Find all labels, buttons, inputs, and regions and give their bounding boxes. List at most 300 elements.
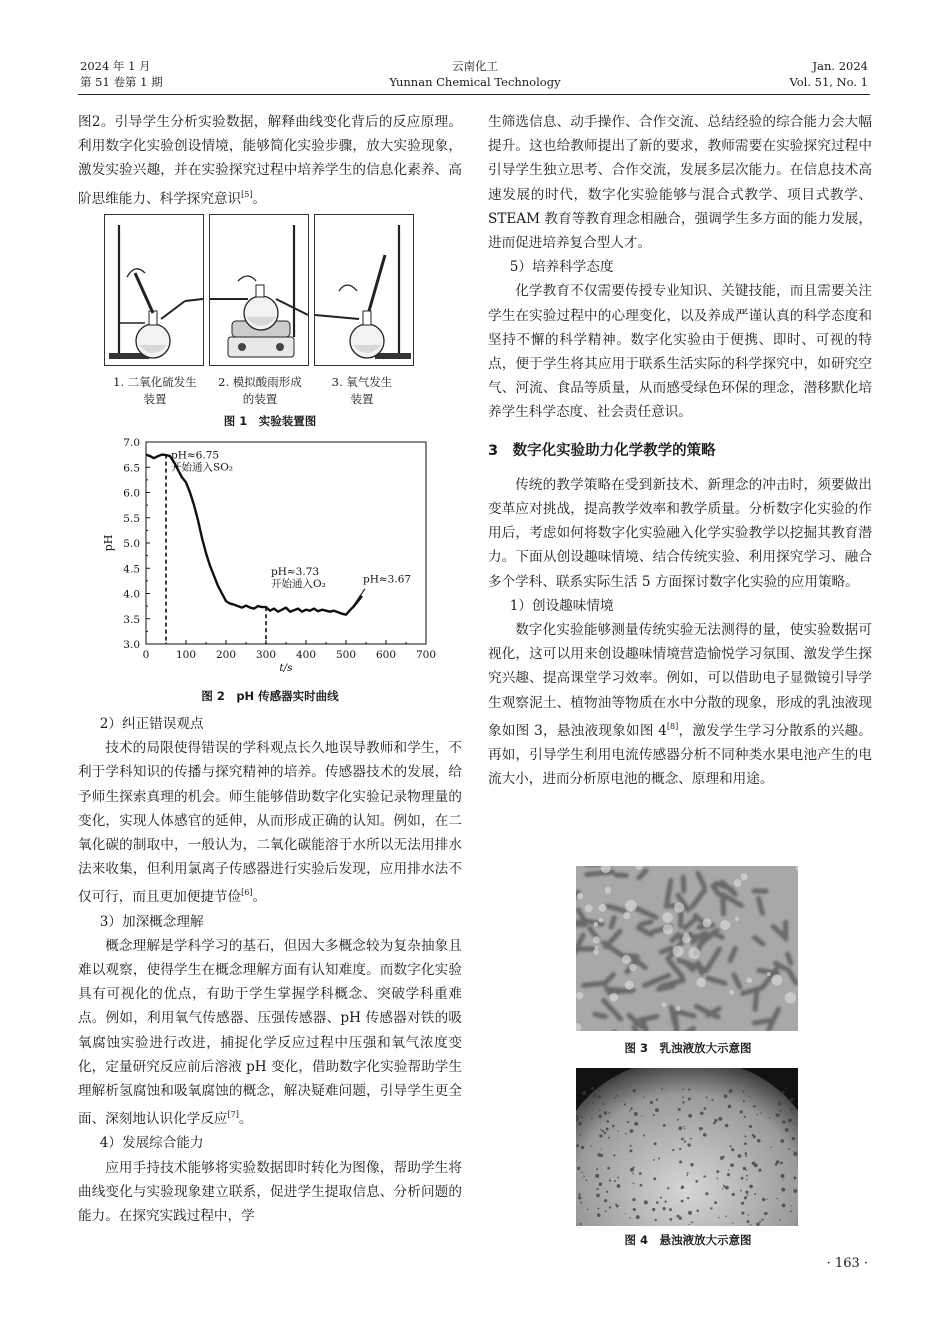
emulsion-highlight xyxy=(605,887,612,894)
figure-4-micrograph xyxy=(576,1068,798,1226)
ph-sensor-chart xyxy=(100,432,440,682)
s3-end: 。 xyxy=(238,1111,253,1128)
emulsion-highlight xyxy=(785,992,796,1003)
suspension-particle xyxy=(738,1154,742,1158)
suspension-particle xyxy=(766,1199,767,1200)
t1-text-b: ，激发学生学习分散系的兴趣。再如，引导学生利用电流传感器分析不同种类水果电池产生的电流大小，进而分析原电池的概念、原理和用途。 xyxy=(488,722,872,788)
suspension-particle xyxy=(653,1159,655,1161)
suspension-particle xyxy=(716,1170,719,1173)
suspension-particle xyxy=(599,1109,601,1111)
suspension-particle xyxy=(601,1130,603,1132)
suspension-particle xyxy=(596,1168,598,1170)
figure-4-caption: 图 4 悬浊液放大示意图 xyxy=(624,1233,752,1247)
suspension-particle xyxy=(687,1172,689,1174)
suspension-particle xyxy=(747,1194,749,1196)
x-tick-label: 600 xyxy=(375,649,397,661)
header-volume: 第 51 卷第 1 期 xyxy=(80,75,163,89)
y-tick-label: 6.5 xyxy=(123,462,140,475)
suspension-particle xyxy=(581,1171,583,1173)
suspension-particle xyxy=(785,1128,789,1132)
suspension-particle xyxy=(682,1101,685,1104)
suspension-particle xyxy=(601,1148,602,1149)
suspension-particle xyxy=(686,1174,688,1176)
suspension-particle xyxy=(779,1100,781,1102)
suspension-particle xyxy=(744,1196,747,1199)
suspension-particle xyxy=(654,1142,657,1145)
suspension-particle xyxy=(754,1105,756,1107)
suspension-particle xyxy=(629,1149,632,1152)
suspension-particle xyxy=(604,1199,607,1202)
acid-rain-illustration xyxy=(210,215,308,365)
emulsion-highlight xyxy=(629,964,636,971)
y-tick-label: 4.0 xyxy=(123,588,140,601)
suspension-particle xyxy=(684,1140,686,1142)
suspension-particle xyxy=(778,1103,781,1106)
suspension-particle xyxy=(641,1116,642,1117)
suspension-particle xyxy=(655,1219,657,1221)
s3-paragraph xyxy=(78,934,462,1132)
x-tick-label: 700 xyxy=(415,649,437,661)
emulsion-highlight xyxy=(734,879,742,887)
header-rule xyxy=(78,94,870,95)
emulsion-highlight xyxy=(729,990,734,995)
annotation-label: pH≈3.67 xyxy=(363,573,412,586)
suspension-particle xyxy=(586,1179,588,1181)
s3-title: 3）加深概念理解 xyxy=(99,913,204,930)
s2-text: 技术的局限使得错误的学科观点长久地误导教师和学生，不利于学科知识的传播与探究精神的培养。传感器技术的发展，给予师生探索真理的机会。师生能够借助数字化实验记录物理量的变化，实现人体感官的延伸，从而形成正确的认知。例如，在二氧化碳的制取中，一般认为，二氧化碳能溶于水所以无法用排水法来收集，但利用氯离子传感器进行实验后发现，应用排水法不仅可行，而且更加便捷节俭 xyxy=(78,740,462,906)
figure-1 xyxy=(104,214,444,374)
apparatus-2-label xyxy=(205,374,315,408)
s2-end: 。 xyxy=(252,889,267,906)
emulsion-highlight xyxy=(599,904,607,912)
suspension-particle xyxy=(764,1212,767,1215)
suspension-particle xyxy=(749,1185,753,1189)
suspension-particle xyxy=(757,1139,760,1142)
suspension-particle xyxy=(780,1139,784,1143)
suspension-particle xyxy=(758,1169,761,1172)
suspension-particle xyxy=(639,1172,642,1175)
suspension-particle xyxy=(788,1119,792,1123)
suspension-particle xyxy=(749,1125,752,1128)
suspension-particle xyxy=(740,1190,742,1192)
emulsion-texture xyxy=(576,866,798,1031)
suspension-particle xyxy=(746,1175,748,1177)
s4-paragraph: 应用手持技术能够将实验数据即时转化为图像，帮助学生将曲线变化与实验现象建立联系，促进学生提取信息、分析问题的能力。在探究实践过程中，学 xyxy=(78,1159,462,1225)
suspension-particle xyxy=(780,1162,783,1165)
suspension-particle xyxy=(725,1186,729,1190)
suspension-particle xyxy=(630,1145,632,1147)
suspension-particle xyxy=(633,1166,635,1168)
header-left xyxy=(80,58,163,90)
suspension-particle xyxy=(732,1222,733,1223)
suspension-particle xyxy=(593,1094,597,1098)
suspension-particle xyxy=(597,1188,599,1190)
suspension-particle xyxy=(600,1129,601,1130)
suspension-particle xyxy=(793,1176,796,1179)
emulsion-highlight xyxy=(594,946,598,950)
suspension-particle xyxy=(604,1132,607,1135)
figure-3-micrograph xyxy=(576,866,798,1031)
ref-6[interactable]: [6] xyxy=(241,888,253,898)
intro-text: 图2。引导学生分析实验数据，解释曲线变化背后的反应原理。利用数字化实验创设情境，能够简化实验步骤，放大实验现象，激发实验兴趣，并在实验探究过程中培养学生的信息化素养、高阶思维能力、科学探究意识 xyxy=(78,114,462,207)
right-column xyxy=(488,110,872,791)
suspension-particle xyxy=(592,1102,594,1104)
suspension-particle xyxy=(744,1142,747,1145)
suspension-particle xyxy=(581,1146,584,1149)
apparatus-2-box xyxy=(209,214,309,366)
t1-text-a: 数字化实验能够测量传统实验无法测得的量，使实验数据可视化，这可以用来创设趣味情境营造愉悦学习氛围、激发学生探究兴趣、提高课堂学习效率。例如，可以借助电子显微镜引导学生观察泥土、植物油等物质在水中分散的现象，形成的乳浊液现象如图 3，悬浊液现象如图 4 xyxy=(488,622,872,739)
suspension-particle xyxy=(607,1167,610,1170)
header-center xyxy=(375,58,575,90)
suspension-particle xyxy=(718,1117,722,1121)
apparatus-3-box xyxy=(314,214,414,366)
suspension-particle xyxy=(682,1088,684,1090)
suspension-particle xyxy=(603,1103,605,1105)
apparatus-1-box xyxy=(104,214,204,366)
x-axis-label: t/s xyxy=(279,662,293,674)
suspension-particle xyxy=(583,1175,585,1177)
suspension-particle xyxy=(681,1185,684,1188)
section-3-heading: 3 数字化实验助力化学教学的策略 xyxy=(488,442,716,459)
suspension-particle xyxy=(720,1156,724,1160)
suspension-particle xyxy=(609,1206,611,1208)
emulsion-highlight xyxy=(585,904,593,912)
suspension-particle xyxy=(625,1133,627,1135)
emulsion-highlight xyxy=(576,992,583,999)
suspension-particle xyxy=(679,1218,681,1220)
suspension-particle xyxy=(780,1110,782,1112)
suspension-particle xyxy=(617,1177,619,1179)
y-axis-label: pH xyxy=(102,534,115,552)
emulsion-highlight xyxy=(772,975,783,986)
suspension-particle xyxy=(753,1135,756,1138)
suspension-particle xyxy=(616,1205,619,1208)
y-tick-label: 3.0 xyxy=(123,639,140,651)
suspension-particle xyxy=(756,1222,759,1225)
suspension-particle xyxy=(718,1217,719,1218)
suspension-particle xyxy=(702,1127,704,1129)
suspension-particle xyxy=(669,1208,672,1211)
marker-label-ph: pH≈6.75 xyxy=(171,449,220,462)
x-tick-label: 100 xyxy=(175,649,197,661)
suspension-particle xyxy=(777,1198,778,1199)
suspension-particle xyxy=(599,1134,602,1137)
y-tick-label: 6.0 xyxy=(123,487,140,500)
suspension-particle xyxy=(640,1184,643,1187)
suspension-particle xyxy=(704,1107,707,1110)
ref-5[interactable]: [5] xyxy=(241,189,253,199)
suspension-particle xyxy=(778,1114,780,1116)
continued-paragraph: 生筛选信息、动手操作、合作交流、总结经验的综合能力会大幅提升。这也给教师提出了新的要求，教师需要在实验探究过程中引导学生独立思考、合作交流，发展多层次能力。在信息技术高速发展的时代，数字化实验能够与混合式教学、项目式教学、STEAM 教育等教育理念相融合，强调学生多方面的能力发展，进而促进培养复合型人才。 xyxy=(488,114,872,252)
figure-1-caption: 图 1 实验装置图 xyxy=(223,414,317,428)
suspension-particle xyxy=(688,1224,689,1225)
suspension-particle xyxy=(762,1198,765,1201)
suspension-particle xyxy=(748,1214,749,1215)
section-3-paragraph: 传统的教学策略在受到新技术、新理念的冲击时，须要做出变革应对挑战，提高教学效率和教学质量。分析数字化实验的作用后，考虑如何将数字化实验融入化学实验教学以挖掘其教育潜力。下面从创设趣味情境、结合传统实验、利用探究学习、融合多个学科、联系实际生活 5 方面探讨数字化实验的应用策略。 xyxy=(488,476,872,590)
marker-label-action: 开始通入O₂ xyxy=(271,578,326,591)
suspension-particle xyxy=(754,1193,756,1195)
suspension-particle xyxy=(713,1122,715,1124)
suspension-particle xyxy=(732,1193,735,1196)
suspension-particle xyxy=(653,1114,655,1116)
suspension-particle xyxy=(609,1179,611,1181)
y-tick-label: 3.5 xyxy=(123,613,140,626)
suspension-particle xyxy=(794,1124,795,1125)
suspension-particle xyxy=(660,1197,662,1199)
suspension-particle xyxy=(760,1112,762,1114)
suspension-particle xyxy=(681,1200,684,1203)
suspension-particle xyxy=(630,1129,634,1133)
suspension-particle xyxy=(729,1145,731,1147)
suspension-particle xyxy=(672,1149,674,1151)
suspension-particle xyxy=(617,1131,618,1132)
emulsion-highlight xyxy=(735,917,739,921)
suspension-particle xyxy=(598,1208,600,1210)
suspension-particle xyxy=(782,1120,785,1123)
suspension-particle xyxy=(608,1137,610,1139)
suspension-particle xyxy=(710,1207,712,1209)
suspension-particle xyxy=(792,1112,794,1114)
suspension-particle xyxy=(790,1098,794,1102)
suspension-particle xyxy=(759,1221,761,1223)
suspension-particle xyxy=(627,1121,629,1123)
suspension-particle xyxy=(782,1179,783,1180)
suspension-particle xyxy=(598,1089,600,1091)
suspension-particle xyxy=(606,1191,608,1193)
marker-label-ph: pH≈3.73 xyxy=(271,566,320,579)
suspension-particle xyxy=(791,1205,792,1206)
apparatus-3-label-line1: 3. 氧气发生 xyxy=(331,375,393,389)
suspension-particle xyxy=(656,1201,659,1204)
suspension-particle xyxy=(741,1202,744,1205)
suspension-particle xyxy=(700,1112,704,1116)
suspension-particle xyxy=(727,1173,730,1176)
suspension-particle xyxy=(596,1194,600,1198)
suspension-particle xyxy=(725,1124,728,1127)
suspension-particle xyxy=(669,1218,672,1221)
suspension-particle xyxy=(625,1213,626,1214)
header-volume-en: Vol. 51, No. 1 xyxy=(789,75,868,89)
emulsion-highlight xyxy=(767,972,771,976)
suspension-particle xyxy=(703,1175,705,1177)
s5-title: 5）培养科学态度 xyxy=(509,259,614,276)
suspension-particle xyxy=(684,1126,685,1127)
emulsion-highlight xyxy=(682,935,690,943)
suspension-particle xyxy=(731,1148,734,1151)
suspension-particle xyxy=(598,1095,601,1098)
y-tick-label: 5.5 xyxy=(123,512,140,525)
suspension-particle xyxy=(687,1197,689,1199)
suspension-particle xyxy=(752,1161,756,1165)
emulsion-highlight xyxy=(625,900,637,912)
suspension-particle xyxy=(616,1095,618,1097)
suspension-particle xyxy=(604,1111,607,1114)
suspension-particle xyxy=(632,1173,634,1175)
suspension-particle xyxy=(629,1217,631,1219)
emulsion-droplet xyxy=(681,875,687,894)
suspension-particle xyxy=(690,1138,692,1140)
apparatus-2-label-line1: 2. 模拟酸雨形成 xyxy=(218,375,302,389)
ref-7[interactable]: [7] xyxy=(227,1110,239,1120)
suspension-particle xyxy=(723,1185,725,1187)
x-tick-label: 0 xyxy=(142,649,150,661)
suspension-particle xyxy=(678,1126,682,1130)
suspension-particle xyxy=(677,1119,679,1121)
suspension-particle xyxy=(793,1189,797,1193)
suspension-particle xyxy=(663,1124,666,1127)
suspension-particle xyxy=(580,1202,582,1204)
emulsion-highlight xyxy=(577,893,583,899)
suspension-particle xyxy=(788,1148,790,1150)
suspension-particle xyxy=(790,1108,793,1111)
suspension-particle xyxy=(632,1089,636,1093)
suspension-particle xyxy=(600,1154,603,1157)
suspension-particle xyxy=(711,1099,713,1101)
suspension-particle xyxy=(608,1112,610,1114)
suspension-texture xyxy=(576,1068,798,1226)
suspension-particle xyxy=(581,1116,583,1118)
emulsion-highlight xyxy=(609,993,618,1002)
y-tick-label: 4.5 xyxy=(123,563,140,576)
s3-text: 概念理解是学科学习的基石，但因大多概念较为复杂抽象且难以观察，使得学生在概念理解方面有认知难度。而数字化实验具有可视化的优点，有助于学生掌握学科概念、突破学科重难点。例如，利用氧气传感器、压强传感器、pH 传感器对铁的吸氧腐蚀实验进行改进，捕捉化学反应过程中压强和氧气浓度变化，定量研究反应前后溶液 pH 变化，借助数字化实验帮助学生理解析氢腐蚀和吸氧腐蚀的概念，解决疑难问题，引导学生更全面、深刻地认识化学反应 xyxy=(78,937,462,1128)
header-right xyxy=(789,58,868,90)
emulsion-highlight xyxy=(599,918,604,923)
suspension-particle xyxy=(605,1210,607,1212)
left-column-top xyxy=(78,110,462,211)
suspension-particle xyxy=(582,1091,586,1095)
suspension-particle xyxy=(776,1160,780,1164)
suspension-particle xyxy=(664,1200,666,1202)
apparatus-1-label-line1: 1. 二氧化硫发生 xyxy=(113,375,197,389)
journal-title-cn: 云南化工 xyxy=(452,59,498,73)
suspension-particle xyxy=(764,1092,765,1093)
suspension-particle xyxy=(677,1215,680,1218)
ph-series-line xyxy=(146,455,362,615)
emulsion-highlight xyxy=(720,920,730,930)
suspension-particle xyxy=(781,1091,785,1095)
emulsion-highlight xyxy=(673,946,684,957)
emulsion-highlight xyxy=(676,1006,681,1011)
suspension-particle xyxy=(744,1152,747,1155)
suspension-particle xyxy=(746,1169,748,1171)
suspension-particle xyxy=(617,1184,621,1188)
journal-title-en: Yunnan Chemical Technology xyxy=(389,75,561,89)
intro-paragraph xyxy=(78,110,462,211)
suspension-particle xyxy=(598,1115,601,1118)
emulsion-highlight xyxy=(593,936,600,943)
t1-paragraph xyxy=(488,618,872,791)
suspension-particle xyxy=(714,1201,717,1204)
suspension-particle xyxy=(632,1198,635,1201)
y-tick-label: 7.0 xyxy=(123,437,140,449)
suspension-particle xyxy=(684,1128,685,1129)
emulsion-highlight xyxy=(703,918,712,927)
suspension-particle xyxy=(661,1088,663,1090)
suspension-particle xyxy=(761,1218,763,1220)
suspension-particle xyxy=(728,1169,729,1170)
suspension-particle xyxy=(750,1224,752,1226)
suspension-particle xyxy=(714,1119,717,1122)
suspension-particle xyxy=(636,1215,640,1219)
emulsion-highlight xyxy=(662,912,673,923)
s4-title: 4）发展综合能力 xyxy=(99,1135,204,1152)
x-tick-label: 500 xyxy=(335,649,357,661)
s2-paragraph xyxy=(78,736,462,909)
suspension-particle xyxy=(741,1211,744,1214)
suspension-particle xyxy=(643,1134,645,1136)
ref-8[interactable]: [8] xyxy=(666,721,679,731)
emulsion-highlight xyxy=(674,902,684,912)
suspension-particle xyxy=(591,1118,593,1120)
emulsion-highlight xyxy=(594,922,599,927)
emulsion-droplet xyxy=(783,920,788,942)
suspension-particle xyxy=(650,1101,653,1104)
y-tick-label: 5.0 xyxy=(123,538,140,550)
figure-3-caption: 图 3 乳浊液放大示意图 xyxy=(624,1041,752,1055)
suspension-particle xyxy=(703,1133,707,1137)
suspension-particle xyxy=(745,1191,748,1194)
suspension-particle xyxy=(792,1137,795,1140)
suspension-particle xyxy=(655,1108,659,1112)
suspension-particle xyxy=(688,1114,692,1118)
suspension-particle xyxy=(634,1112,638,1116)
suspension-particle xyxy=(745,1135,747,1137)
suspension-particle xyxy=(633,1208,636,1211)
suspension-particle xyxy=(706,1096,708,1098)
suspension-particle xyxy=(730,1164,733,1167)
suspension-particle xyxy=(613,1154,615,1156)
suspension-particle xyxy=(724,1094,728,1098)
suspension-particle xyxy=(577,1167,580,1170)
suspension-particle xyxy=(682,1096,684,1098)
suspension-particle xyxy=(591,1087,594,1090)
suspension-particle xyxy=(662,1207,665,1210)
suspension-particle xyxy=(790,1210,792,1212)
suspension-particle xyxy=(782,1204,786,1208)
left-column-bottom xyxy=(78,712,462,1228)
emulsion-highlight xyxy=(688,947,700,959)
suspension-particle xyxy=(748,1096,749,1097)
suspension-particle xyxy=(744,1116,746,1118)
suspension-particle xyxy=(633,1183,635,1185)
o2-generator-illustration xyxy=(315,215,413,365)
figure-2-caption: 图 2 pH 传感器实时曲线 xyxy=(201,689,339,703)
suspension-particle xyxy=(696,1210,699,1213)
suspension-particle xyxy=(781,1188,785,1192)
emulsion-highlight xyxy=(663,924,673,934)
page-number: · 163 · xyxy=(826,1256,868,1271)
suspension-particle xyxy=(746,1179,748,1181)
suspension-particle xyxy=(652,1208,655,1211)
suspension-particle xyxy=(695,1180,698,1183)
suspension-particle xyxy=(644,1200,648,1204)
suspension-particle xyxy=(769,1117,771,1119)
annotation-arrow xyxy=(350,589,365,611)
suspension-particle xyxy=(678,1108,681,1111)
suspension-particle xyxy=(679,1160,682,1163)
intro-end: 。 xyxy=(252,190,267,207)
suspension-particle xyxy=(717,1178,719,1180)
apparatus-2-label-line2: 的装置 xyxy=(242,392,278,406)
suspension-particle xyxy=(679,1148,681,1150)
suspension-particle xyxy=(793,1151,794,1152)
suspension-particle xyxy=(624,1103,626,1105)
suspension-particle xyxy=(658,1158,660,1160)
suspension-particle xyxy=(629,1110,631,1112)
suspension-particle xyxy=(747,1220,750,1223)
suspension-particle xyxy=(741,1177,744,1180)
suspension-particle xyxy=(580,1223,582,1225)
